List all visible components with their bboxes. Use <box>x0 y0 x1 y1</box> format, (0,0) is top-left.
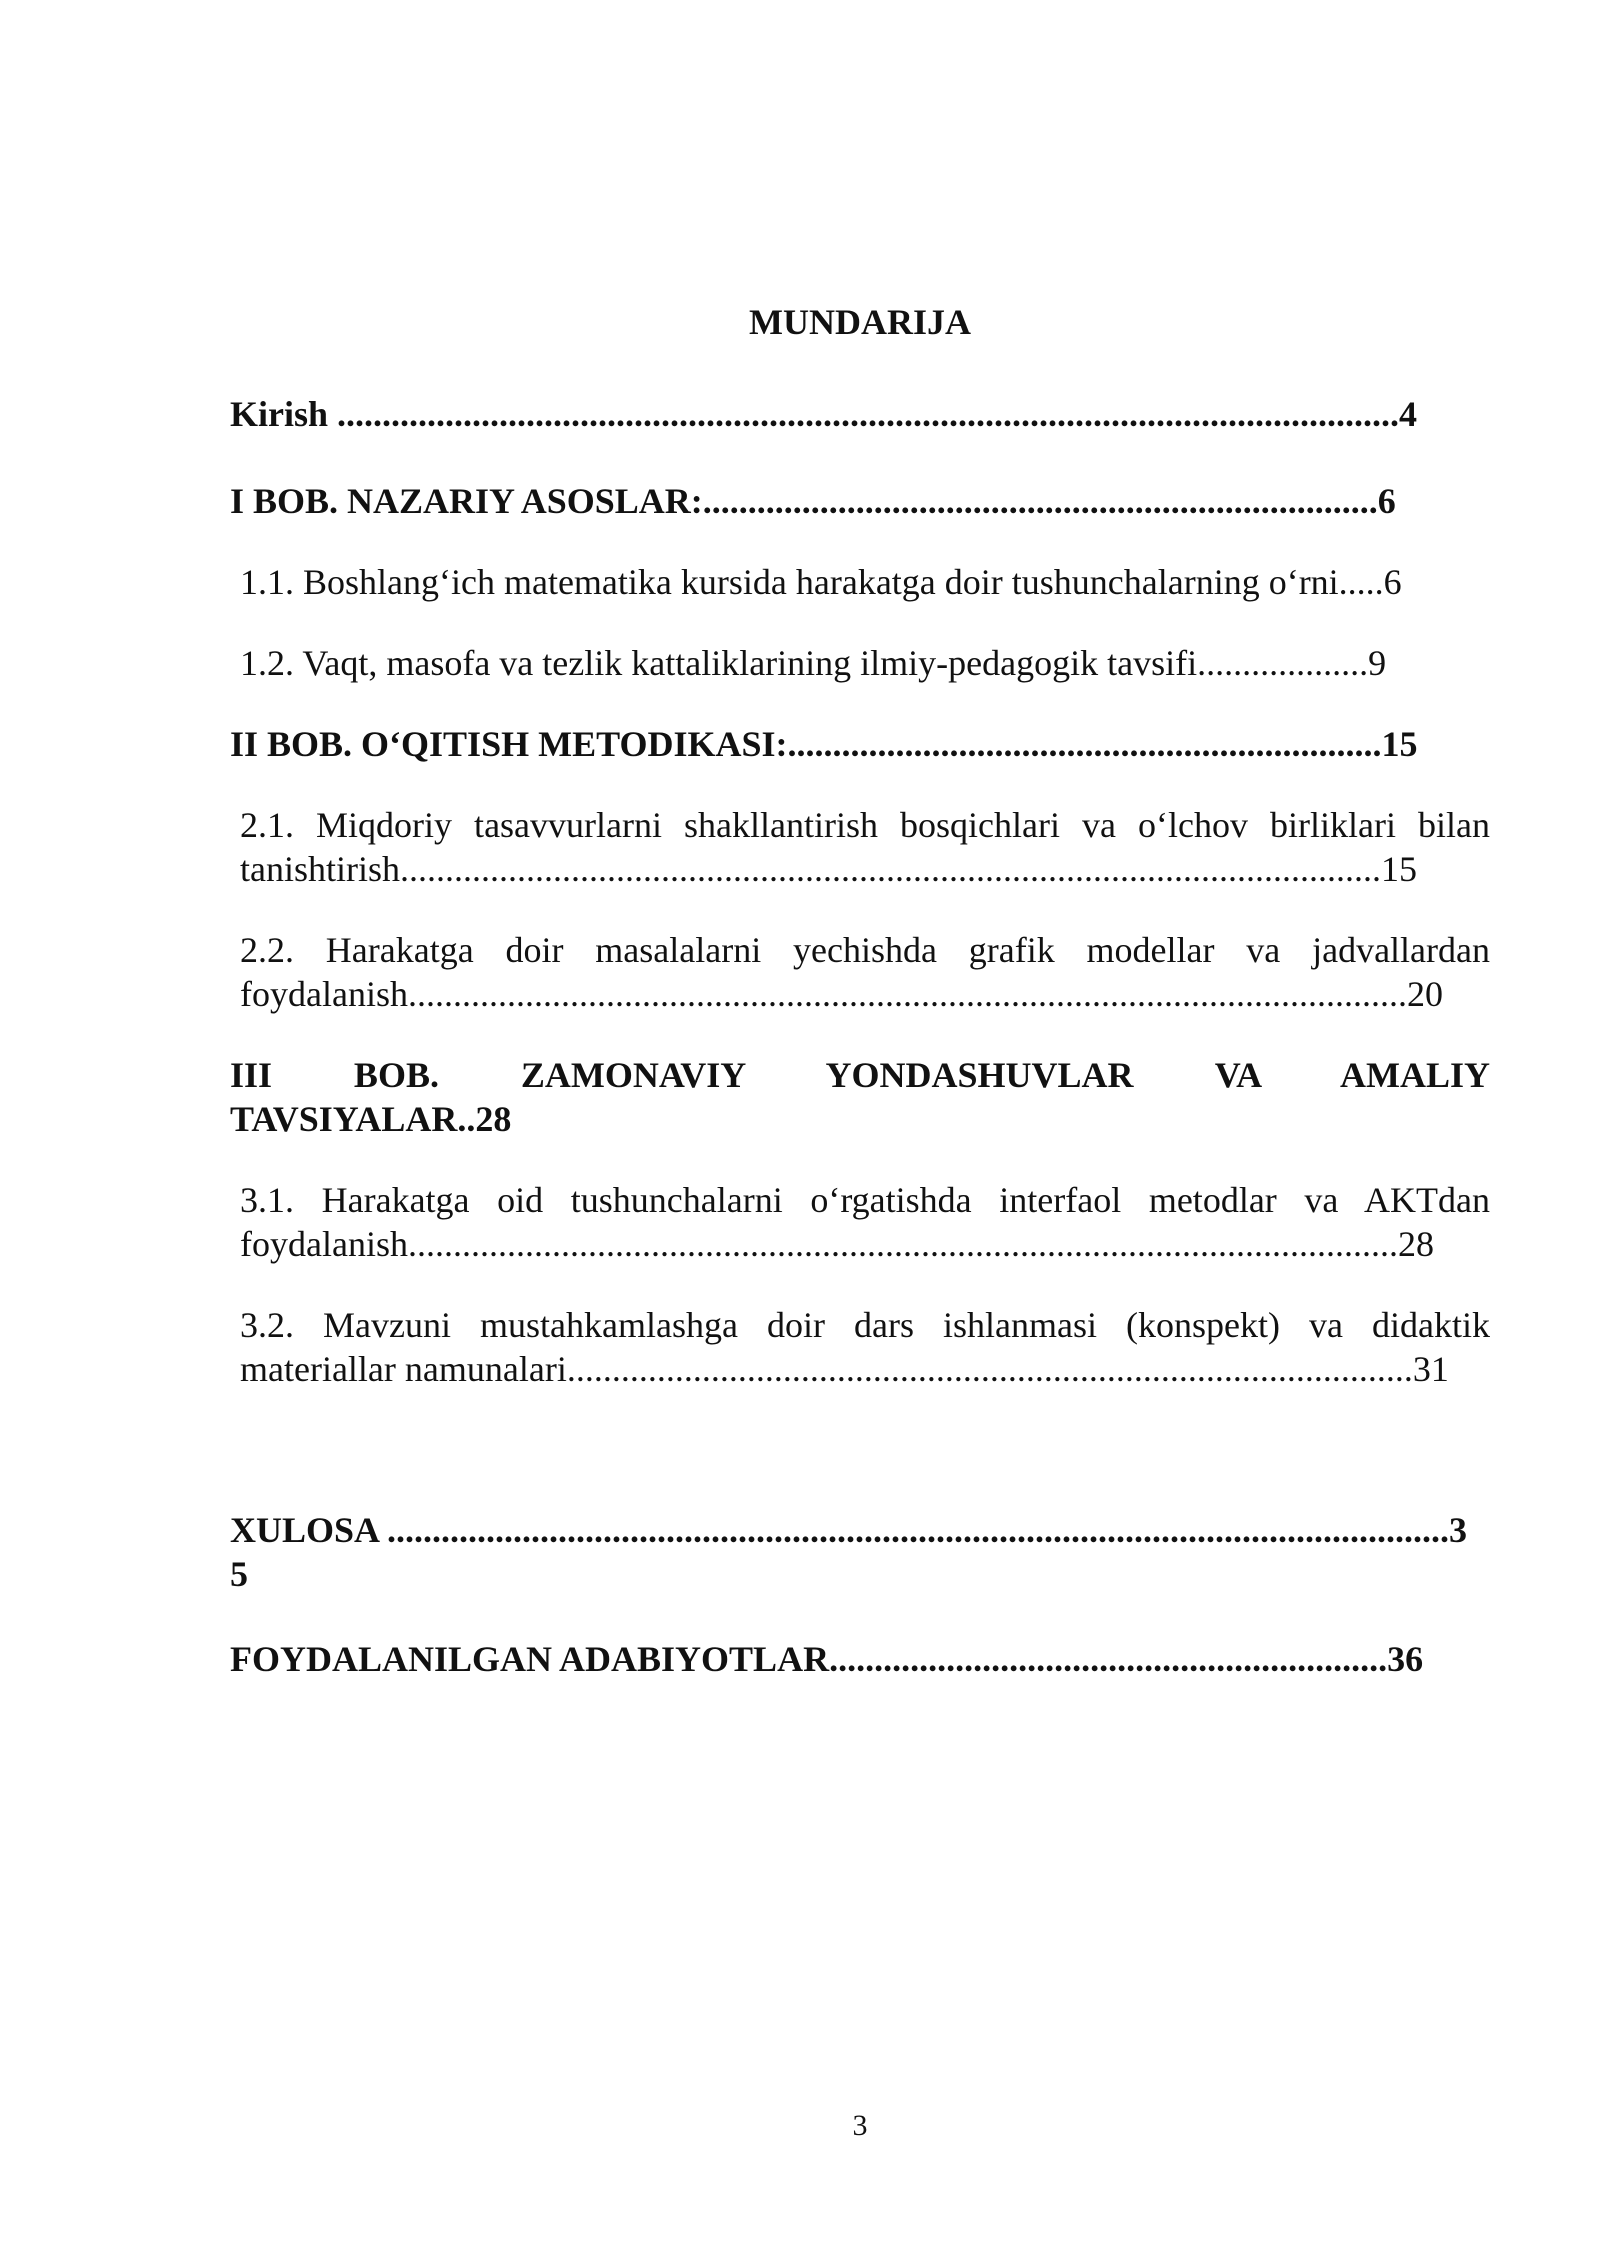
toc-entry-section-2-1-line-2: tanishtirish.............................................................................................................15 <box>240 849 1417 889</box>
toc-entry-section-3-2-line-1: 3.2. Mavzuni mustahkamlashga doir dars ishlanmasi (konspekt) va didaktik <box>240 1305 1490 1345</box>
toc-entry-conclusion-line-1: XULOSA ......................................................................................................................3 <box>230 1510 1468 1550</box>
toc-entry-section-2-1-line-1: 2.1. Miqdoriy tasavvurlarni shakllantirish bosqichlari va o‘lchov birliklari bilan <box>240 805 1490 845</box>
toc-entry-section-3-2-line-2: materiallar namunalari..............................................................................................31 <box>240 1349 1449 1389</box>
toc-entry-section-1-1: 1.1. Boshlang‘ich matematika kursida harakatga doir tushunchalarning o‘rni.....6 <box>240 562 1402 602</box>
toc-entry-section-2-2-line-1: 2.2. Harakatga doir masalalarni yechishda grafik modellar va jadvallardan <box>240 930 1490 970</box>
toc-entry-chapter-2: II BOB. O‘QITISH METODIKASI:..................................................................15 <box>230 724 1418 764</box>
toc-entry-kirish: Kirish ......................................................................................................................4 <box>230 394 1418 434</box>
toc-entry-section-3-1-line-2: foydalanish..............................................................................................................28 <box>240 1224 1434 1264</box>
toc-title: MUNDARIJA <box>749 302 971 342</box>
toc-entry-chapter-3-line-2: TAVSIYALAR..28 <box>230 1099 512 1139</box>
toc-entry-section-3-1-line-1: 3.1. Harakatga oid tushunchalarni o‘rgatishda interfaol metodlar va AKTdan <box>240 1180 1490 1220</box>
toc-entry-section-1-2: 1.2. Vaqt, masofa va tezlik kattaliklarining ilmiy-pedagogik tavsifi...................9 <box>240 643 1387 683</box>
toc-entry-references: FOYDALANILGAN ADABIYOTLAR..............................................................36 <box>230 1639 1424 1679</box>
toc-entry-chapter-3-line-1: III BOB. ZAMONAVIY YONDASHUVLAR VA AMALIY <box>230 1055 1490 1095</box>
toc-entry-chapter-1: I BOB. NAZARIY ASOSLAR:...........................................................................6 <box>230 481 1396 521</box>
page-number: 3 <box>852 2109 868 2142</box>
toc-entry-section-2-2-line-2: foydalanish...............................................................................................................20 <box>240 974 1443 1014</box>
toc-entry-conclusion-line-2: 5 <box>230 1554 248 1594</box>
